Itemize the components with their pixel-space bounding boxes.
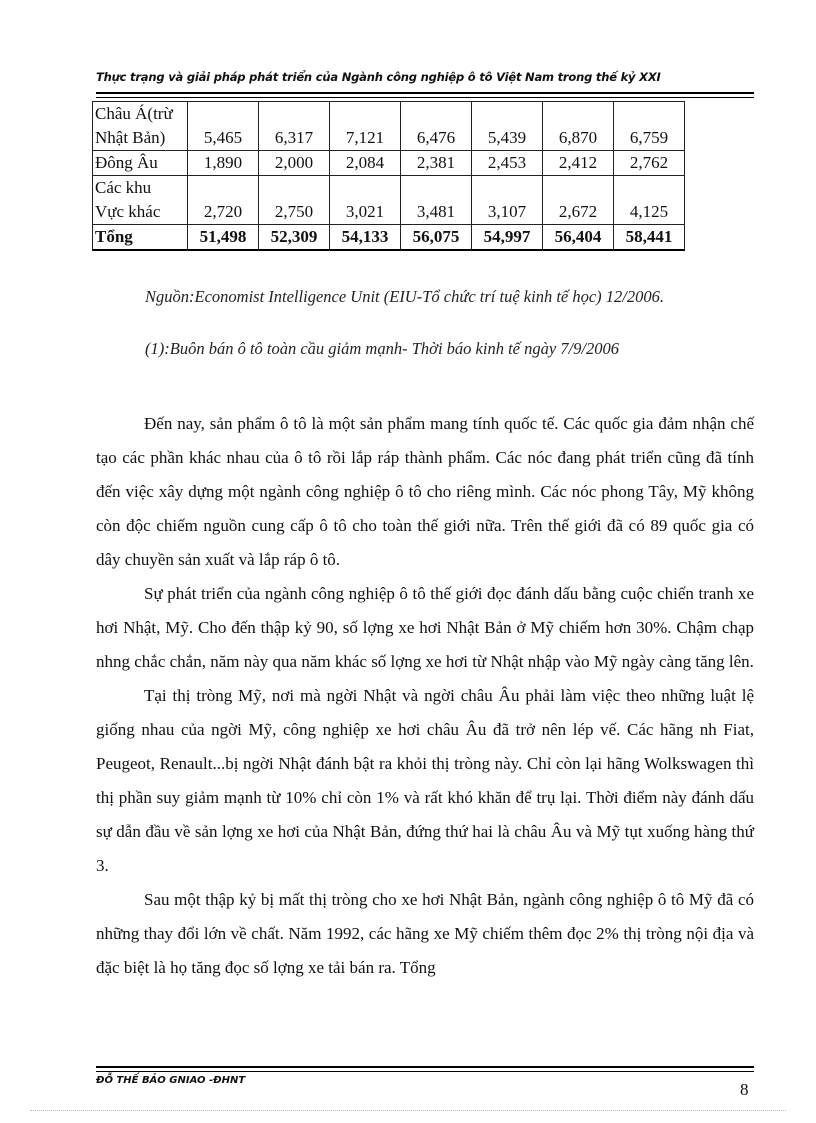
table-cell: 6,759: [614, 102, 685, 151]
table-cell: 1,890: [188, 151, 259, 176]
sales-table: [92, 101, 685, 251]
total-cell: 52,309: [259, 225, 330, 251]
total-row: [93, 225, 685, 251]
total-cell: 58,441: [614, 225, 685, 251]
paragraph: Sau một thập kỷ bị mất thị tròng cho xe hơi Nhật Bản, ngành công nghiệp ô tô Mỹ đã có những thay đổi lớn về chất. Năm 1992, các hãng xe Mỹ chiếm thêm đọc 2% thị tròng nội địa và đặc biệt là họ tăng đọc số lợng xe tải bán ra. Tổng: [96, 890, 754, 977]
table-cell: 2,412: [543, 151, 614, 176]
paragraph: Đến nay, sản phẩm ô tô là một sản phẩm mang tính quốc tế. Các quốc gia đảm nhận chế tạo các phần khác nhau của ô tô rồi lắp ráp thành phẩm. Các nóc đang phát triển cũng đã tính đến việc xây dựng một ngành công nghiệp ô tô cho riêng mình. Các nóc phong Tây, Mỹ không còn độc chiếm nguồn cung cấp ô tô cho toàn thế giới nữa. Trên thế giới đã có 89 quốc gia có dây chuyền sản xuất và lắp ráp ô tô.: [96, 414, 754, 569]
footnote-citation: (1):Buôn bán ô tô toàn cầu giảm mạnh- Thời báo kinh tế ngày 7/9/2006: [145, 339, 619, 358]
table-row: [93, 151, 685, 176]
total-cell: 56,075: [401, 225, 472, 251]
row-label: Các khu Vực khác: [93, 176, 188, 225]
table-cell: 2,453: [472, 151, 543, 176]
table-cell: 2,381: [401, 151, 472, 176]
table-cell: 2,672: [543, 176, 614, 225]
running-header: Thực trạng và giải pháp phát triển của Ngành công nghiệp ô tô Việt Nam trong thế kỷ XXI: [96, 70, 661, 84]
paragraph: Tại thị tròng Mỹ, nơi mà ngời Nhật và ngời châu Âu phải làm việc theo những luật lệ giống nhau của ngời Mỹ, công nghiệp xe hơi châu Âu đã trở nên lép vế. Các hãng nh Fiat, Peugeot, Renault...bị ngời Nhật đánh bật ra khỏi thị tròng này. Chỉ còn lại hãng Wolkswagen thì thị phần suy giảm mạnh từ 10% chỉ còn 1% và rất khó khăn để trụ lại. Thời điểm này đánh dấu sự dẫn đầu về sản lợng xe hơi của Nhật Bản, đứng thứ hai là châu Âu và Mỹ tụt xuống hàng thứ 3.: [96, 686, 754, 875]
table-cell: 2,750: [259, 176, 330, 225]
table-cell: 5,439: [472, 102, 543, 151]
table-cell: 7,121: [330, 102, 401, 151]
total-cell: 51,498: [188, 225, 259, 251]
total-cell: 54,133: [330, 225, 401, 251]
source-citation: Nguồn:Economist Intelligence Unit (EIU-Tổ chức trí tuệ kinh tế học) 12/2006.: [145, 287, 665, 306]
header-rule: [96, 92, 754, 94]
table-cell: 3,107: [472, 176, 543, 225]
footer-author: ĐỖ THẾ BẢO GNIAO -ĐHNT: [96, 1075, 246, 1086]
page-bottom-border: [30, 1110, 786, 1111]
table-cell: 2,762: [614, 151, 685, 176]
table-cell: 2,720: [188, 176, 259, 225]
table-cell: 2,000: [259, 151, 330, 176]
table-cell: 2,084: [330, 151, 401, 176]
footer-rule: [96, 1066, 754, 1068]
table-row: [93, 102, 685, 151]
table-cell: 4,125: [614, 176, 685, 225]
table-cell: 3,481: [401, 176, 472, 225]
page-number: 8: [740, 1080, 749, 1099]
total-cell: 56,404: [543, 225, 614, 251]
total-cell: 54,997: [472, 225, 543, 251]
table-row: [93, 176, 685, 225]
footer-rule-thin: [96, 1071, 754, 1072]
body-text: [96, 407, 754, 985]
table-cell: 3,021: [330, 176, 401, 225]
total-label: Tổng: [93, 225, 188, 251]
table-cell: 6,476: [401, 102, 472, 151]
paragraph: Sự phát triển của ngành công nghiệp ô tô thế giới đọc đánh dấu bằng cuộc chiến tranh xe hơi Nhật, Mỹ. Cho đến thập kỷ 90, số lợng xe hơi Nhật Bản ở Mỹ chiếm hơn 30%. Chậm chạp nhng chắc chắn, năm này qua năm khác số lợng xe hơi từ Nhật nhập vào Mỹ ngày càng tăng lên.: [96, 584, 754, 671]
row-label: Đông Âu: [93, 151, 188, 176]
table-cell: 6,870: [543, 102, 614, 151]
header-rule-thin: [96, 97, 754, 98]
table-cell: 5,465: [188, 102, 259, 151]
row-label: Châu Á(trừ Nhật Bản): [93, 102, 188, 151]
table-cell: 6,317: [259, 102, 330, 151]
